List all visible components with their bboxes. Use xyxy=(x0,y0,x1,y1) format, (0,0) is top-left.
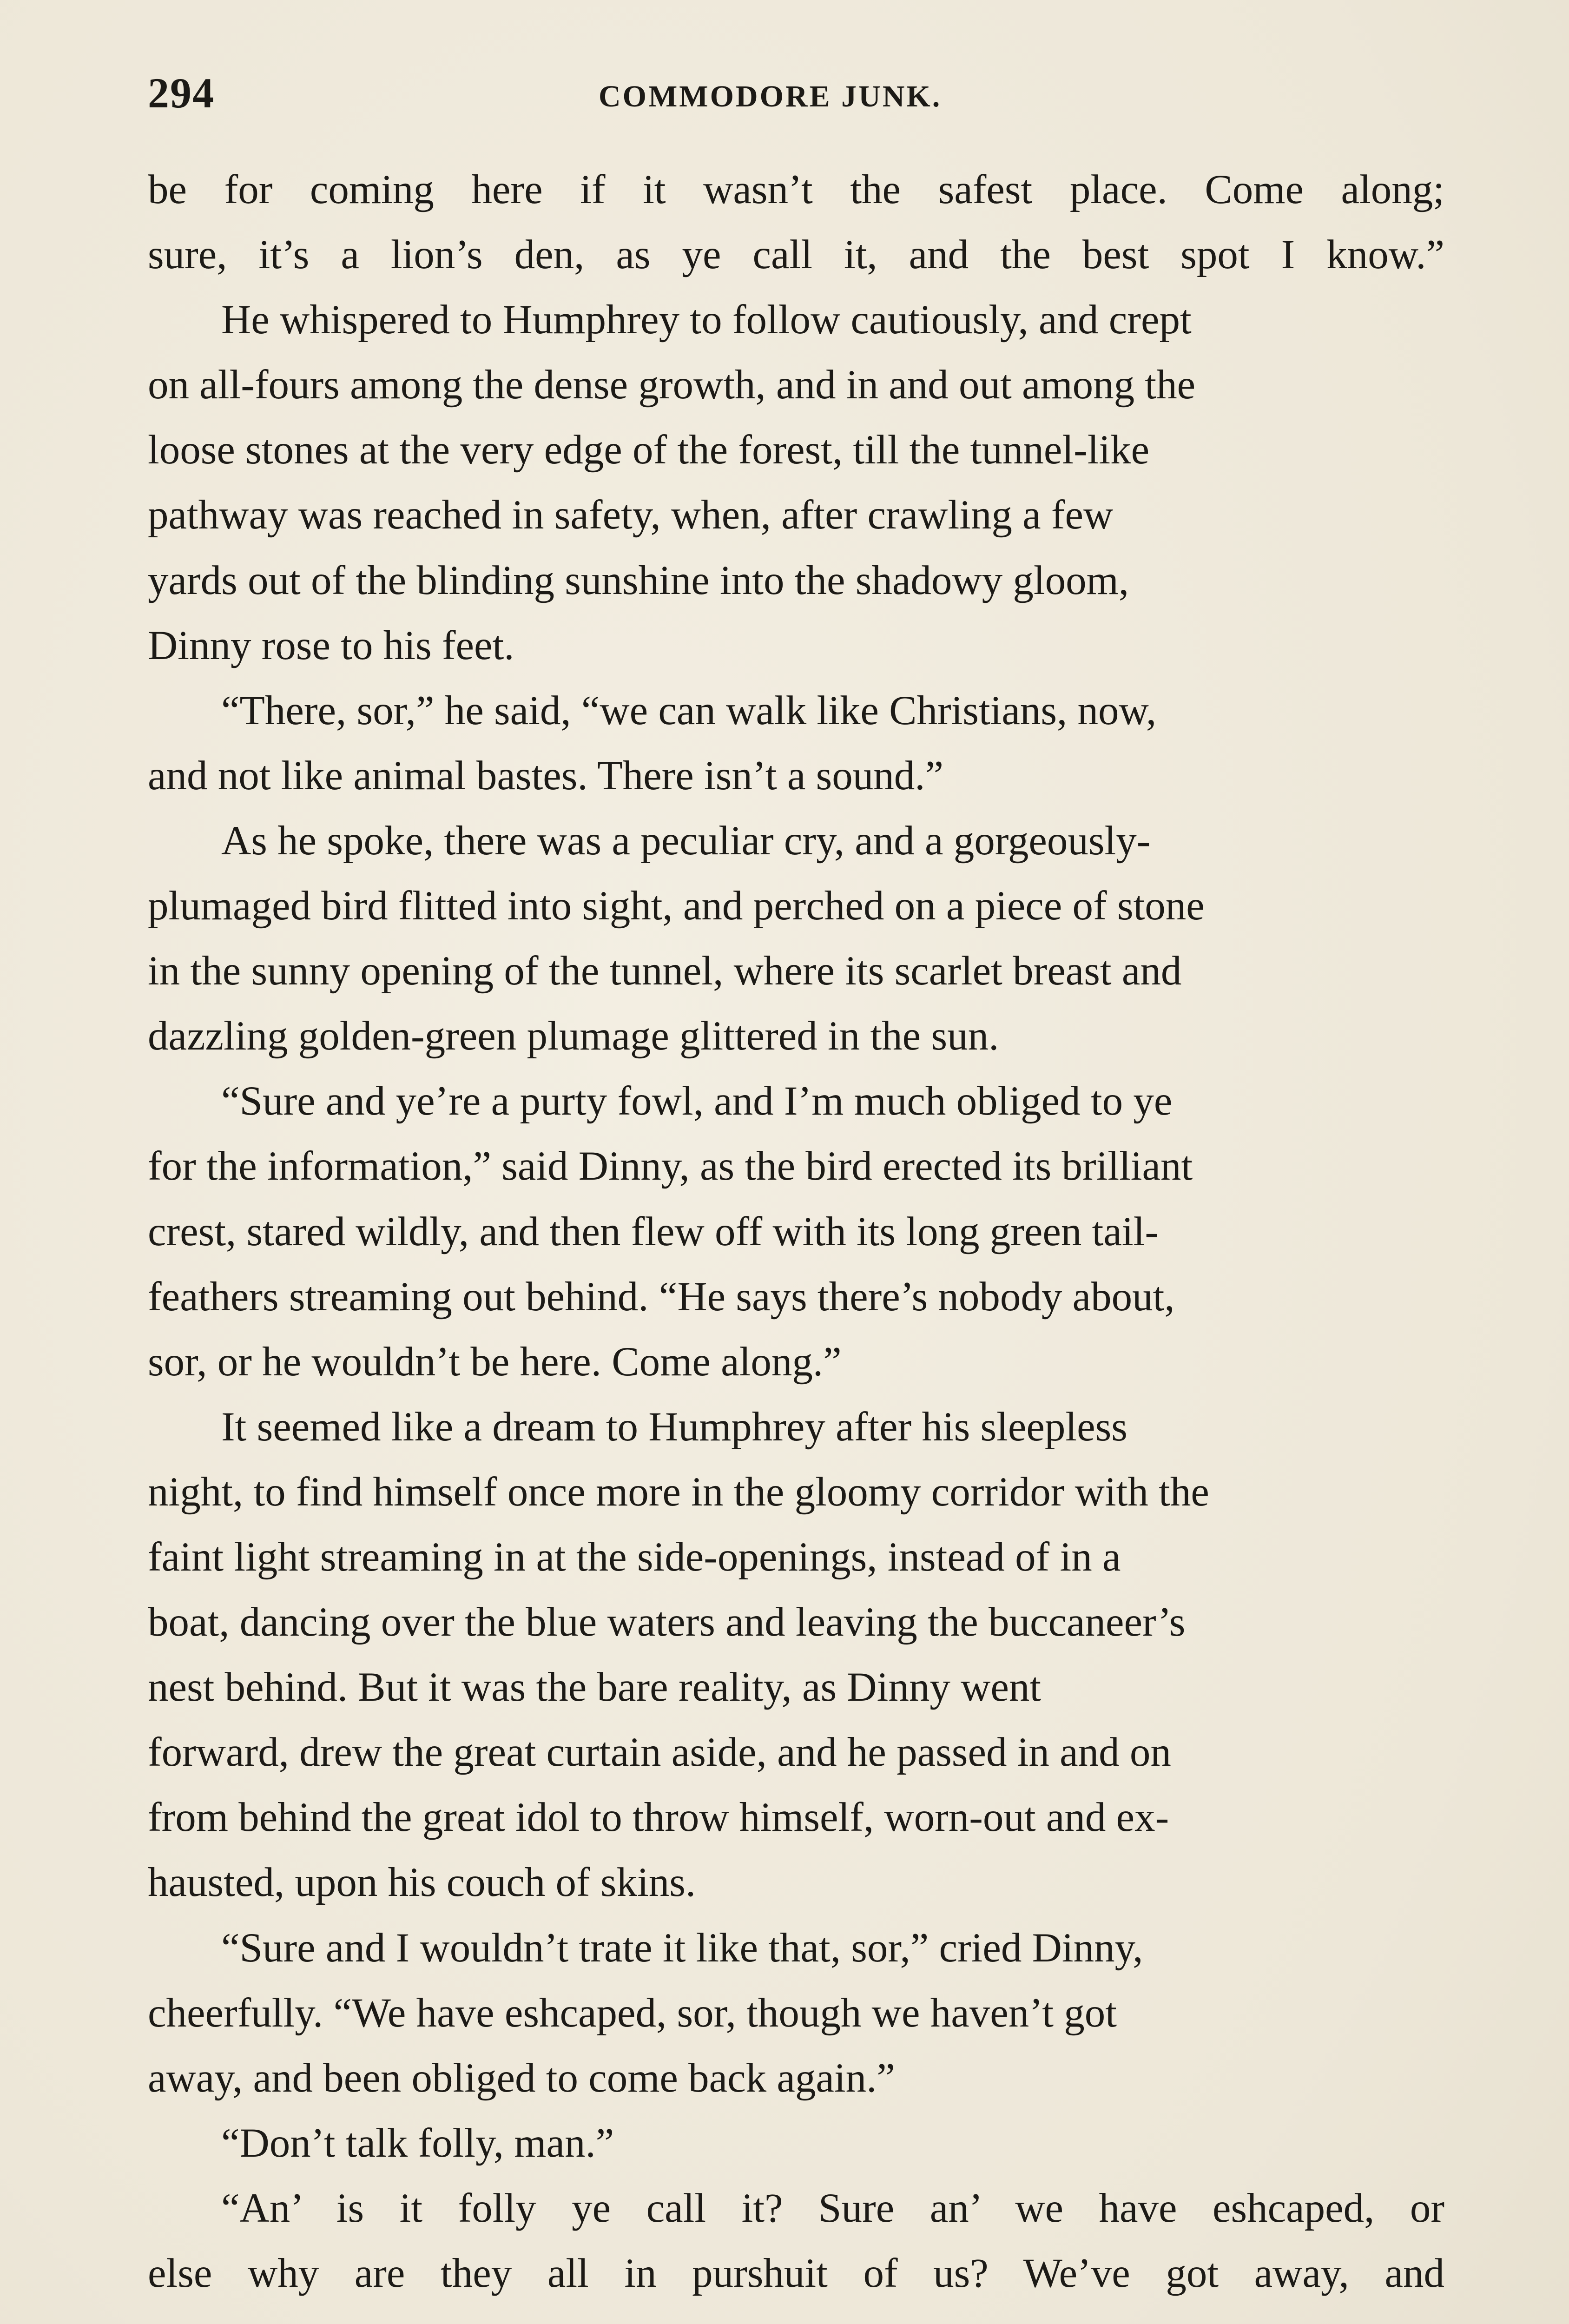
text-line: “Don’t talk folly, man.” xyxy=(221,2120,614,2166)
text-line: night, to find himself once more in the gloomy corridor with the xyxy=(148,1469,1209,1515)
text-line: faint light streaming in at the side-openings, instead of in a xyxy=(148,1534,1121,1580)
text-line: It seemed like a dream to Humphrey after his sleepless xyxy=(221,1404,1127,1450)
text-line: “An’ is it folly ye call it? Sure an’ we have eshcaped, or xyxy=(221,2185,1444,2231)
text-line: in the sunny opening of the tunnel, where its scarlet breast and xyxy=(148,948,1182,994)
text-line: Dinny rose to his feet. xyxy=(148,622,514,668)
text-line: As he spoke, there was a peculiar cry, and a gorgeously- xyxy=(221,818,1151,864)
text-line: cheerfully. “We have eshcaped, sor, though we haven’t got xyxy=(148,1990,1117,2036)
paragraph xyxy=(148,808,1444,1069)
paragraph xyxy=(148,1069,1444,1394)
text-line: yards out of the blinding sunshine into the shadowy gloom, xyxy=(148,557,1129,603)
paragraph xyxy=(148,2111,1444,2176)
text-line: hausted, upon his couch of skins. xyxy=(148,1860,696,1906)
body-text xyxy=(148,157,1444,2306)
paragraph xyxy=(148,2176,1444,2306)
text-line: else why are they all in purshuit of us? We’ve got away, and xyxy=(148,2251,1444,2296)
text-line: sure, it’s a lion’s den, as ye call it, and the best spot I know.” xyxy=(148,232,1444,278)
text-line: dazzling golden-green plumage glittered in the sun. xyxy=(148,1013,999,1059)
text-line: away, and been obliged to come back again.” xyxy=(148,2055,895,2101)
running-head: COMMODORE JUNK. xyxy=(599,79,942,113)
text-line: sor, or he wouldn’t be here. Come along.” xyxy=(148,1339,842,1385)
paragraph xyxy=(148,157,1444,287)
text-line: boat, dancing over the blue waters and leaving the buccaneer’s xyxy=(148,1599,1186,1645)
text-line: loose stones at the very edge of the forest, till the tunnel-like xyxy=(148,427,1150,473)
paragraph xyxy=(148,678,1444,808)
paragraph xyxy=(148,287,1444,678)
text-line: on all-fours among the dense growth, and in and out among the xyxy=(148,362,1196,408)
text-line: “Sure and I wouldn’t trate it like that, sor,” cried Dinny, xyxy=(221,1925,1143,1971)
text-line: “There, sor,” he said, “we can walk like Christians, now, xyxy=(221,687,1157,733)
text-line: forward, drew the great curtain aside, and he passed in and on xyxy=(148,1730,1171,1776)
text-line: be for coming here if it wasn’t the safest place. Come along; xyxy=(148,167,1444,212)
text-line: and not like animal bastes. There isn’t a sound.” xyxy=(148,753,944,799)
paragraph xyxy=(148,1915,1444,2111)
text-line: plumaged bird flitted into sight, and perched on a piece of stone xyxy=(148,883,1205,929)
text-line: “Sure and ye’re a purty fowl, and I’m much obliged to ye xyxy=(221,1078,1173,1124)
text-line: pathway was reached in safety, when, after crawling a few xyxy=(148,492,1114,538)
text-line: He whispered to Humphrey to follow cautiously, and crept xyxy=(221,297,1192,343)
page-number: 294 xyxy=(148,69,215,117)
page-header xyxy=(148,65,1444,121)
text-line: for the information,” said Dinny, as the bird erected its brilliant xyxy=(148,1143,1193,1189)
text-line: from behind the great idol to throw himself, worn-out and ex- xyxy=(148,1795,1169,1841)
text-line: nest behind. But it was the bare reality, as Dinny went xyxy=(148,1664,1042,1710)
text-line: feathers streaming out behind. “He says there’s nobody about, xyxy=(148,1274,1175,1320)
paragraph xyxy=(148,1394,1444,1915)
text-line: crest, stared wildly, and then flew off with its long green tail- xyxy=(148,1208,1159,1254)
